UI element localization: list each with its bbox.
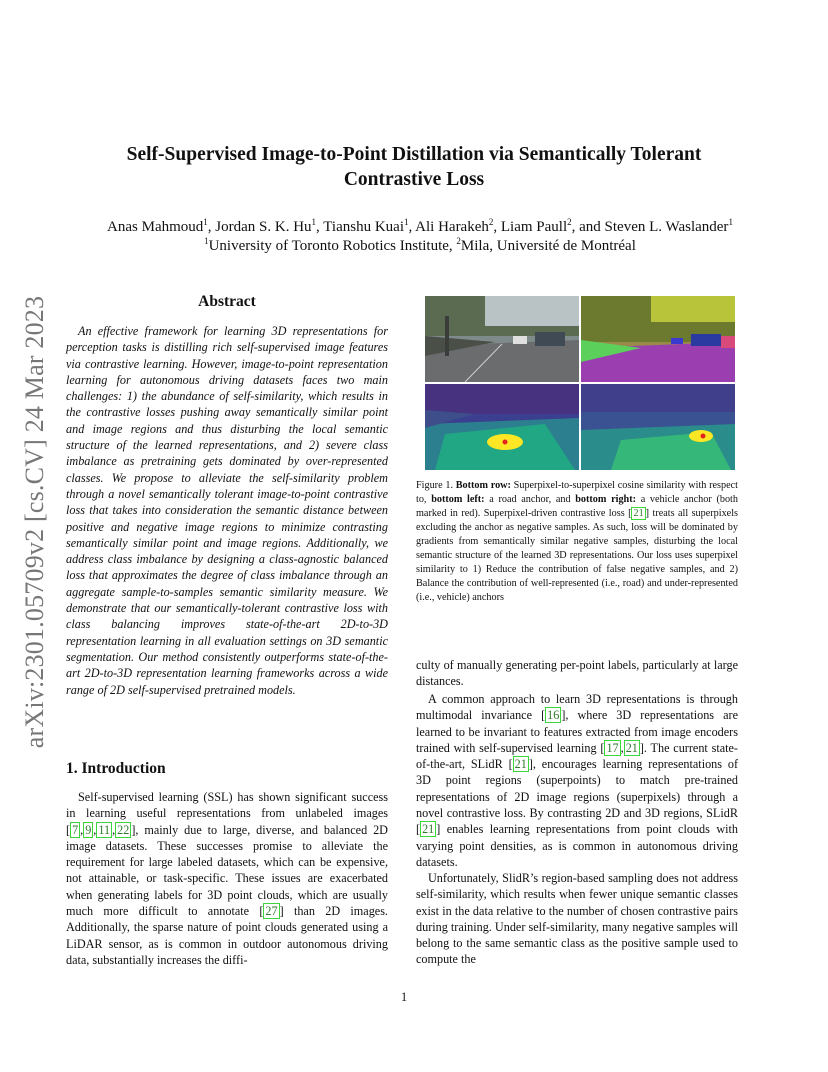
citation-link[interactable]: 17 xyxy=(606,740,619,755)
citation-link[interactable]: 9 xyxy=(85,822,92,837)
page-number: 1 xyxy=(400,990,408,1004)
citation-link[interactable]: 16 xyxy=(547,708,560,723)
abstract-heading: Abstract xyxy=(198,293,256,310)
road-anchor-heatmap xyxy=(425,384,579,470)
right-paragraph-1: culty of manually generating per-point labels, particularly at large distances. xyxy=(416,658,738,689)
citation-link[interactable]: 7 xyxy=(72,822,79,837)
paper-title xyxy=(90,142,738,192)
citation-link[interactable]: 22 xyxy=(117,822,130,837)
abstract-body: An effective framework for learning 3D representations for perception tasks is distilling rich self-supervised image features via contrastive learning. However, image-to-point representation learning for autonomous driving datasets faces two main challenges: 1) the abundance of self-similarity, which results in the contrastive losses pushing away semantically similar point and image regions and thus disturbing the local semantic structure of the learned representations, and 2) severe class imbalance as pretraining gets dominated by over-represented classes. We propose to alleviate the self-similarity problem through a novel semantically tolerant image-to-point contrastive loss that takes into consideration the semantic distance between positive and negative image regions to minimize contrasting semantically similar point and image regions. Additionally, we address class imbalance by designing a class-agnostic balanced loss that approximates the degree of class imbalance through an aggregate sample-to-samples semantic similarity measure. We demonstrate that our semantically-tolerant contrastive loss with class balancing improves state-of-the-art 2D-to-3D representation learning in all evaluation settings on 3D semantic segmentation. Our method consistently outperforms state-of-the-art 2D-to-3D representation learning frameworks across a wide range of 2D self-supervised pretrained models. xyxy=(66,324,388,697)
arxiv-identifier: arXiv:2301.05709v2 [cs.CV] 24 Mar 2023 xyxy=(20,295,49,749)
introduction-heading: 1. Introduction xyxy=(66,760,166,777)
figure-1 xyxy=(425,296,735,471)
citation-link[interactable]: 21 xyxy=(625,740,638,755)
right-paragraph-3: Unfortunately, SlidR’s region-based sampling does not address self-similarity, which results when fewer unique semantic classes exist in the data relative to the number of chosen contrastive pairs during training. Under self-similarity, many negative samples will belong to the same semantic class as the positive sample used to compute the xyxy=(416,871,738,967)
affiliations: $^1$University of Toronto Robotics Institute, $^2$Mila, Université de Montréal xyxy=(204,236,636,254)
author-block xyxy=(60,218,780,256)
author-list: Anas Mahmoud$^1$, Jordan S. K. Hu$^1$, Tianshu Kuai$^1$, Ali Harakeh$^2$, Liam Paull$^2$, and Steven L. Waslander$^1$ xyxy=(107,217,733,235)
citation-link[interactable]: 21 xyxy=(422,822,435,837)
segmentation-map xyxy=(581,296,735,382)
citation-link[interactable]: 21 xyxy=(633,508,644,519)
citation-link[interactable]: 27 xyxy=(265,904,278,919)
title-line-2: Contrastive Loss xyxy=(343,169,485,190)
street-photo xyxy=(425,296,579,382)
right-paragraph-2: A common approach to learn 3D representations is through multimodal invariance [ 16 ], where 3D representations are learned to be invariant to features extracted from image encoders trained with self-supervised learning [ 17 , 21 ]. The current state-of-the-art, SLidR [ 21 ], encourages learning representations of 3D point regions (superpoints) to match pre-trained representations of 2D image regions (superpixels) through a novel contrastive loss. By contrasting 2D and 3D regions, SLidR [ 21 ] enables learning representations from point clouds with varying point densities, as is common in autonomous driving datasets. xyxy=(416,692,739,869)
vehicle-anchor-heatmap xyxy=(581,384,735,470)
figure-caption: Figure 1. Bottom row: Superpixel-to-superpixel cosine similarity with respect to, bottom left: a road anchor, and bottom right: a vehicle anchor (both marked in red). Superpixel-driven contrastive loss [ 21 ] treats all superpixels excluding the anchor as negative samples. As such, loss will be dominated by gradients from semantically similar negative samples, disturbing the local semantic structure of the learned 3D representations. Our loss uses superpixel similarity to 1) Reduce the contribution of false negative samples, and 2) Balance the contribution of well-represented (i.e., road) and under-represented (i.e., vehicle) anchors xyxy=(416,480,738,603)
title-line-1: Self-Supervised Image-to-Point Distillation via Semantically Tolerant xyxy=(126,144,702,165)
citation-link[interactable]: 21 xyxy=(514,757,527,772)
citation-link[interactable]: 11 xyxy=(98,822,111,837)
introduction-paragraph: Self-supervised learning (SSL) has shown significant success in learning useful representations from unlabeled images [ 7 , 9 , 11 , 22 ], mainly due to large, diverse, and balanced 2D image datasets. These successes promise to alleviate the requirement for large labeled datasets, which can be expensive, not attainable, or task-specific. These issues are exacerbated when generating labels for 3D point clouds, which are usually much more difficult to annotate [ 27 ] than 2D images. Additionally, the sparse nature of point clouds generated using a LiDAR sensor, as is common in outdoor autonomous driving data, substantially increases the diffi- xyxy=(66,790,388,967)
